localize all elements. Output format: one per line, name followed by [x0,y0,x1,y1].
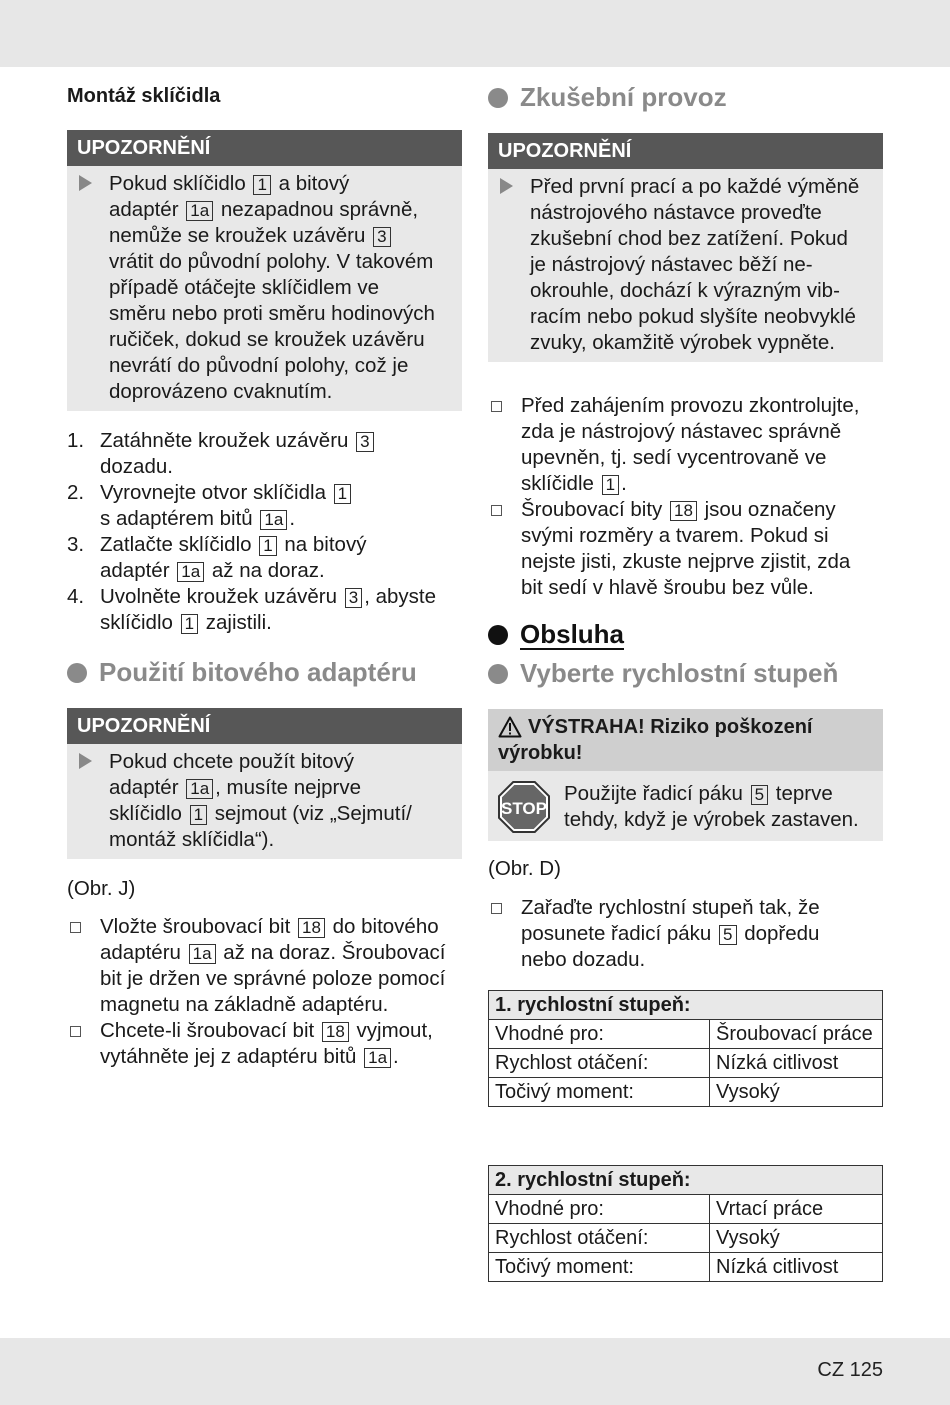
text-segment: Zatáhněte kroužek uzávěru [100,429,355,452]
text-line [109,379,452,405]
text-line [521,471,883,497]
triangle-bullet-icon [500,178,513,194]
text-segment: jsou označeny [698,498,836,521]
stop-sign-icon [498,781,550,833]
speed-bullet-list [488,895,883,973]
text-segment: magnetu na základně adaptéru. [100,993,389,1016]
part-reference-number: 5 [719,925,736,945]
speed-spec-table [488,990,883,1107]
part-reference-number: 1 [334,484,351,504]
text-line [521,497,883,523]
page-number: CZ 125 [817,1359,883,1381]
step-item [67,428,462,480]
text-segment: směru nebo proti směru hodinových [109,302,435,325]
part-reference-number: 3 [345,588,362,608]
part-reference-number: 5 [751,785,768,805]
text-segment: Vyrovnejte otvor sklíčidla [100,481,332,504]
square-bullet-icon [70,1026,81,1037]
table-header-row [489,1166,883,1195]
table-label-cell: Rychlost otáčení: [489,1224,710,1253]
notice-header: UPOZORNĚNÍ [67,130,462,166]
text-line [109,197,452,223]
text-line [521,393,883,419]
table-row [489,1020,883,1049]
warning-text [564,781,873,833]
part-reference-number: 1 [253,175,270,195]
text-segment: bit sedí v hlavě šroubu bez vůle. [521,576,814,599]
footer-band [0,1338,950,1405]
text-line [100,1018,462,1044]
text-segment: Zatlačte sklíčidlo [100,533,258,556]
speed-spec-table [488,1165,883,1282]
stop-sign-label: STOP [501,799,547,818]
list-item [67,914,462,1018]
text-segment: adaptéru [100,941,187,964]
text-line [564,807,873,833]
text-line [521,445,883,471]
text-segment: doprovázeno cvaknutím. [109,380,333,403]
text-line [109,775,452,801]
part-reference-number: 1 [602,475,619,495]
square-bullet-icon [70,922,81,933]
text-line [109,249,452,275]
triangle-bullet-icon [79,753,92,769]
text-segment: zda je nástrojový nástavec správně [521,420,842,443]
text-segment: je nástrojový nástavec běží ne- [530,253,813,276]
table-row [489,1224,883,1253]
text-segment: nemůže se kroužek uzávěru [109,224,372,247]
bullet-dot-icon [488,625,508,645]
text-line [100,1044,462,1070]
step-item [67,532,462,584]
table-value-cell: Šroubovací práce [710,1020,883,1049]
warning-header-line-2: výrobku! [498,742,583,764]
part-reference-number: 18 [298,918,325,938]
text-segment: Před zahájením provozu zkontrolujte, [521,394,860,417]
text-segment: Zařaďte rychlostní stupeň tak, že [521,896,820,919]
notice-box-adapter [67,708,462,859]
text-segment: sklíčidlo [100,611,179,634]
part-reference-number: 1 [181,614,198,634]
warning-box [488,709,883,841]
text-segment: svými rozměry a tvarem. Pokud si [521,524,829,547]
text-segment: nezapadnou správně, [215,198,419,221]
text-line [100,966,462,992]
text-line [109,301,452,327]
bullet-dot-icon [488,664,508,684]
text-segment: zajistili. [200,611,272,634]
text-segment: adaptér [100,559,176,582]
text-segment: teprve [770,782,833,805]
text-line [521,947,883,973]
text-segment: sklíčidlo [109,802,188,825]
text-segment: Šroubovací bity [521,498,668,521]
text-line [100,506,462,532]
text-line [530,330,873,356]
notice-text [109,749,452,853]
part-reference-number: 1a [186,201,213,221]
table-value-cell: Vysoký [710,1224,883,1253]
table-value-cell: Vysoký [710,1078,883,1107]
speed-table-2 [488,1165,883,1282]
notice-text [109,171,452,405]
speed-table-1 [488,990,883,1107]
subheading-chuck-mounting: Montáž sklíčidla [67,85,221,107]
part-reference-number: 3 [356,432,373,452]
text-line [521,921,883,947]
text-line [109,171,452,197]
notice-body [488,169,883,362]
notice-header: UPOZORNĚNÍ [488,133,883,169]
notice-body [67,166,462,411]
square-bullet-icon [491,401,502,412]
text-segment: . [289,507,296,530]
table-value-cell: Vrtací práce [710,1195,883,1224]
section-title-bit-adapter: Použití bitového adaptéru [67,657,462,688]
text-line [100,940,462,966]
text-line [521,549,883,575]
test-run-bullet-list [488,393,883,601]
text-segment: dozadu. [100,455,173,478]
adapter-bullet-list [67,914,462,1070]
list-item [488,497,883,601]
text-segment: až na doraz. [206,559,325,582]
text-line [530,252,873,278]
mounting-steps-list [67,428,462,636]
text-line [100,558,462,584]
text-line [100,610,462,636]
text-line [109,327,452,353]
text-line [109,801,452,827]
part-reference-number: 1a [260,510,287,530]
notice-header: UPOZORNĚNÍ [67,708,462,744]
notice-body [67,744,462,859]
text-segment: Před první prací a po každé výměně [530,175,860,198]
step-item [67,480,462,532]
section-title-test-run: Zkušební provoz [488,82,883,113]
figure-reference: (Obr. J) [67,877,136,900]
left-column [67,0,462,1068]
text-segment: a bitový [272,172,350,195]
warning-body [488,771,883,841]
text-segment: zvuky, okamžitě výrobek vypněte. [530,331,835,354]
text-segment: racím nebo pokud slyšíte neobvyklé [530,305,856,328]
text-segment: Použijte řadicí páku [564,782,749,805]
bullet-dot-icon [67,663,87,683]
text-segment: Vložte šroubovací bit [100,915,296,938]
table-row [489,1049,883,1078]
part-reference-number: 1a [364,1048,391,1068]
text-segment: . [621,472,627,495]
part-reference-number: 1 [259,536,276,556]
text-segment: upevněn, tj. sedí vycentrovaně ve [521,446,827,469]
table-row [489,1078,883,1107]
warning-header-line-1: VÝSTRAHA! Riziko poškození [528,716,813,738]
text-segment: zkušební chod bez zatížení. Pokud [530,227,848,250]
text-line [100,428,462,454]
notice-box-chuck [67,130,462,411]
text-line [530,174,873,200]
step-number: 2. [67,481,85,504]
table-label-cell: Točivý moment: [489,1078,710,1107]
text-segment: adaptér [109,776,185,799]
text-segment: adaptér [109,198,185,221]
table-row [489,1253,883,1282]
table-header: 2. rychlostní stupeň: [489,1166,883,1195]
text-segment: Pokud sklíčidlo [109,172,252,195]
step-item [67,584,462,636]
table-label-cell: Rychlost otáčení: [489,1049,710,1078]
part-reference-number: 1a [189,944,216,964]
bullet-dot-icon [488,88,508,108]
text-line [530,278,873,304]
table-label-cell: Vhodné pro: [489,1195,710,1224]
part-reference-number: 1a [186,779,213,799]
section-title-speed-select: Vyberte rychlostní stupeň [488,658,883,689]
text-line [100,454,462,480]
warning-header [488,709,883,771]
step-number: 1. [67,429,85,452]
part-reference-number: 3 [373,227,390,247]
list-item [488,393,883,497]
text-line [530,226,873,252]
list-item [67,1018,462,1070]
text-line [521,895,883,921]
text-segment: nejste jisti, zkuste nejprve zjistit, zda [521,550,851,573]
part-reference-number: 1a [177,562,204,582]
text-line [109,223,452,249]
section-title-operation: Obsluha [488,620,883,650]
part-reference-number: 18 [670,501,697,521]
table-value-cell: Nízká citlivost [710,1253,883,1282]
text-segment: dopředu [738,922,820,945]
text-segment: ručiček, dokud se kroužek uzávěru [109,328,425,351]
text-line [530,304,873,330]
text-segment: . [393,1045,399,1068]
table-header-row [489,991,883,1020]
triangle-bullet-icon [79,175,92,191]
text-line [100,480,462,506]
text-segment: s adaptérem bitů [100,507,259,530]
text-segment: do bitového [326,915,439,938]
text-line [109,275,452,301]
text-segment: vrátit do původní polohy. V takovém [109,250,434,273]
notice-text [530,174,873,356]
table-value-cell: Nízká citlivost [710,1049,883,1078]
text-segment: případě otáčejte sklíčidlem ve [109,276,380,299]
text-segment: posunete řadicí páku [521,922,718,945]
text-line [109,827,452,853]
step-number: 4. [67,585,85,608]
text-line [521,575,883,601]
table-label-cell: Točivý moment: [489,1253,710,1282]
text-segment: , musíte nejprve [215,776,361,799]
table-row [489,1195,883,1224]
square-bullet-icon [491,903,502,914]
text-line [100,914,462,940]
text-segment: montáž sklíčidla“). [109,828,275,851]
text-segment: až na doraz. Šroubovací [217,941,446,964]
text-segment: bit je držen ve správné poloze pomocí [100,967,446,990]
text-segment: tehdy, když je výrobek zastaven. [564,808,859,831]
table-label-cell: Vhodné pro: [489,1020,710,1049]
figure-reference: (Obr. D) [488,857,561,880]
text-line [100,532,462,558]
text-line [109,749,452,775]
text-segment: Chcete-li šroubovací bit [100,1019,320,1042]
text-segment: Pokud chcete použít bitový [109,750,355,773]
text-segment: nevrátí do původní polohy, což je [109,354,409,377]
notice-box-test-run [488,133,883,362]
text-line [564,781,873,807]
text-line [100,992,462,1018]
text-segment: okrouhle, dochází k výrazným vib- [530,279,840,302]
text-segment: sklíčidle [521,472,600,495]
step-number: 3. [67,533,85,556]
text-segment: vyjmout, [350,1019,433,1042]
text-line [109,353,452,379]
table-header: 1. rychlostní stupeň: [489,991,883,1020]
text-segment: nástrojového nástavce proveďte [530,201,822,224]
square-bullet-icon [491,505,502,516]
list-item [488,895,883,973]
text-line [521,523,883,549]
text-segment: Uvolněte kroužek uzávěru [100,585,343,608]
text-segment: na bitový [278,533,367,556]
warning-triangle-icon [498,716,522,738]
text-segment: nebo dozadu. [521,948,646,971]
text-segment: vytáhněte jej z adaptéru bitů [100,1045,363,1068]
text-segment: , abyste [364,585,436,608]
part-reference-number: 1 [190,805,207,825]
text-line [100,584,462,610]
text-line [521,419,883,445]
text-line [530,200,873,226]
part-reference-number: 18 [322,1022,349,1042]
text-segment: sejmout (viz „Sejmutí/ [209,802,412,825]
